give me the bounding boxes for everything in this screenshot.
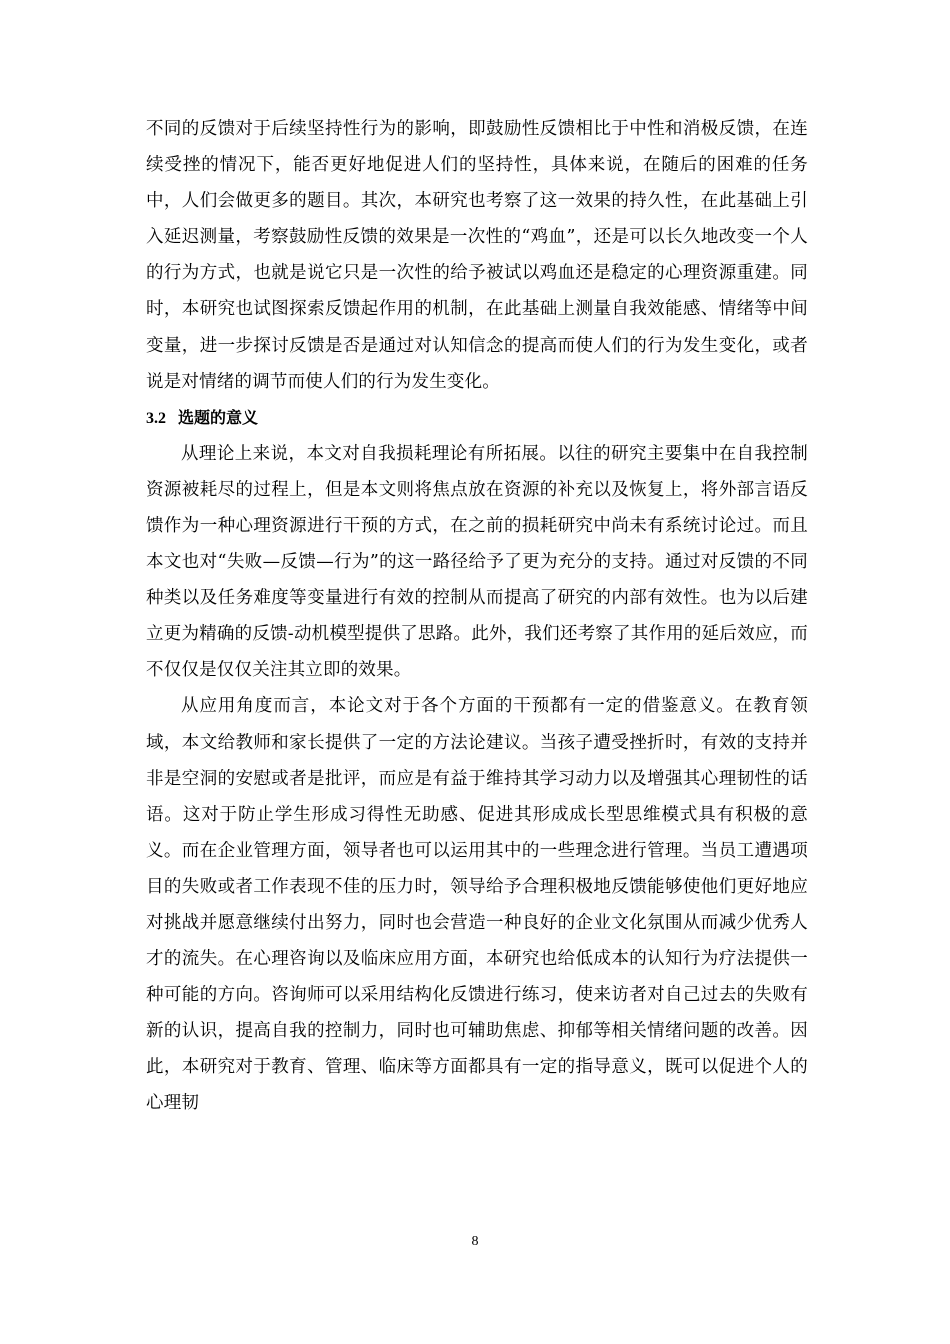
- body-text: [146, 111, 808, 1122]
- paragraph-research-content: 不同的反馈对于后续坚持性行为的影响，即鼓励性反馈相比于中性和消极反馈，在连续受挫的情况下，能否更好地促进人们的坚持性，具体来说，在随后的困难的任务中，人们会做更多的题目。其次，本研究也考察了这一效果的持久性，在此基础上引入延迟测量，考察鼓励性反馈的效果是一次性的“鸡血”，还是可以长久地改变一个人的行为方式，也就是说它只是一次性的给予被试以鸡血还是稳定的心理资源重建。同时，本研究也试图探索反馈起作用的机制，在此基础上测量自我效能感、情绪等中间变量，进一步探讨反馈是否是通过对认知信念的提高而使人们的行为发生变化，或者说是对情绪的调节而使人们的行为发生变化。: [146, 119, 808, 392]
- section-heading: [146, 400, 808, 436]
- section-title: 选题的意义: [178, 407, 259, 427]
- paragraph-theoretical-significance: 从理论上来说，本文对自我损耗理论有所拓展。以往的研究主要集中在自我控制资源被耗尽的过程上，但是本文则将焦点放在资源的补充以及恢复上，将外部言语反馈作为一种心理资源进行干预的方式，在之前的损耗研究中尚未有系统讨论过。而且本文也对“失败—反馈—行为”的这一路径给予了更为充分的支持。通过对反馈的不同种类以及任务难度等变量进行有效的控制从而提高了研究的内部有效性。也为以后建立更为精确的反馈-动机模型提供了思路。此外，我们还考察了其作用的延后效应，而不仅仅是仅仅关注其立即的效果。: [146, 443, 808, 681]
- page-number: 8: [471, 1234, 479, 1249]
- paragraph-practical-significance: 从应用角度而言，本论文对于各个方面的干预都有一定的借鉴意义。在教育领域，本文给教师和家长提供了一定的方法论建议。当孩子遭受挫折时，有效的支持并非是空洞的安慰或者是批评，而应是有益于维持其学习动力以及增强其心理韧性的话语。这对于防止学生形成习得性无助感、促进其形成成长型思维模式具有积极的意义。而在企业管理方面，领导者也可以运用其中的一些理念进行管理。当员工遭遇项目的失败或者工作表现不佳的压力时，领导给予合理积极地反馈能够使他们更好地应对挑战并愿意继续付出努力，同时也会营造一种良好的企业文化氛围从而减少优秀人才的流失。在心理咨询以及临床应用方面，本研究也给低成本的认知行为疗法提供一种可能的方向。咨询师可以采用结构化反馈进行练习，使来访者对自己过去的失败有新的认识，提高自我的控制力，同时也可辅助焦虑、抑郁等相关情绪问题的改善。因此，本研究对于教育、管理、临床等方面都具有一定的指导意义，既可以促进个人的心理韧: [146, 696, 808, 1114]
- section-number: 3.2: [146, 409, 166, 427]
